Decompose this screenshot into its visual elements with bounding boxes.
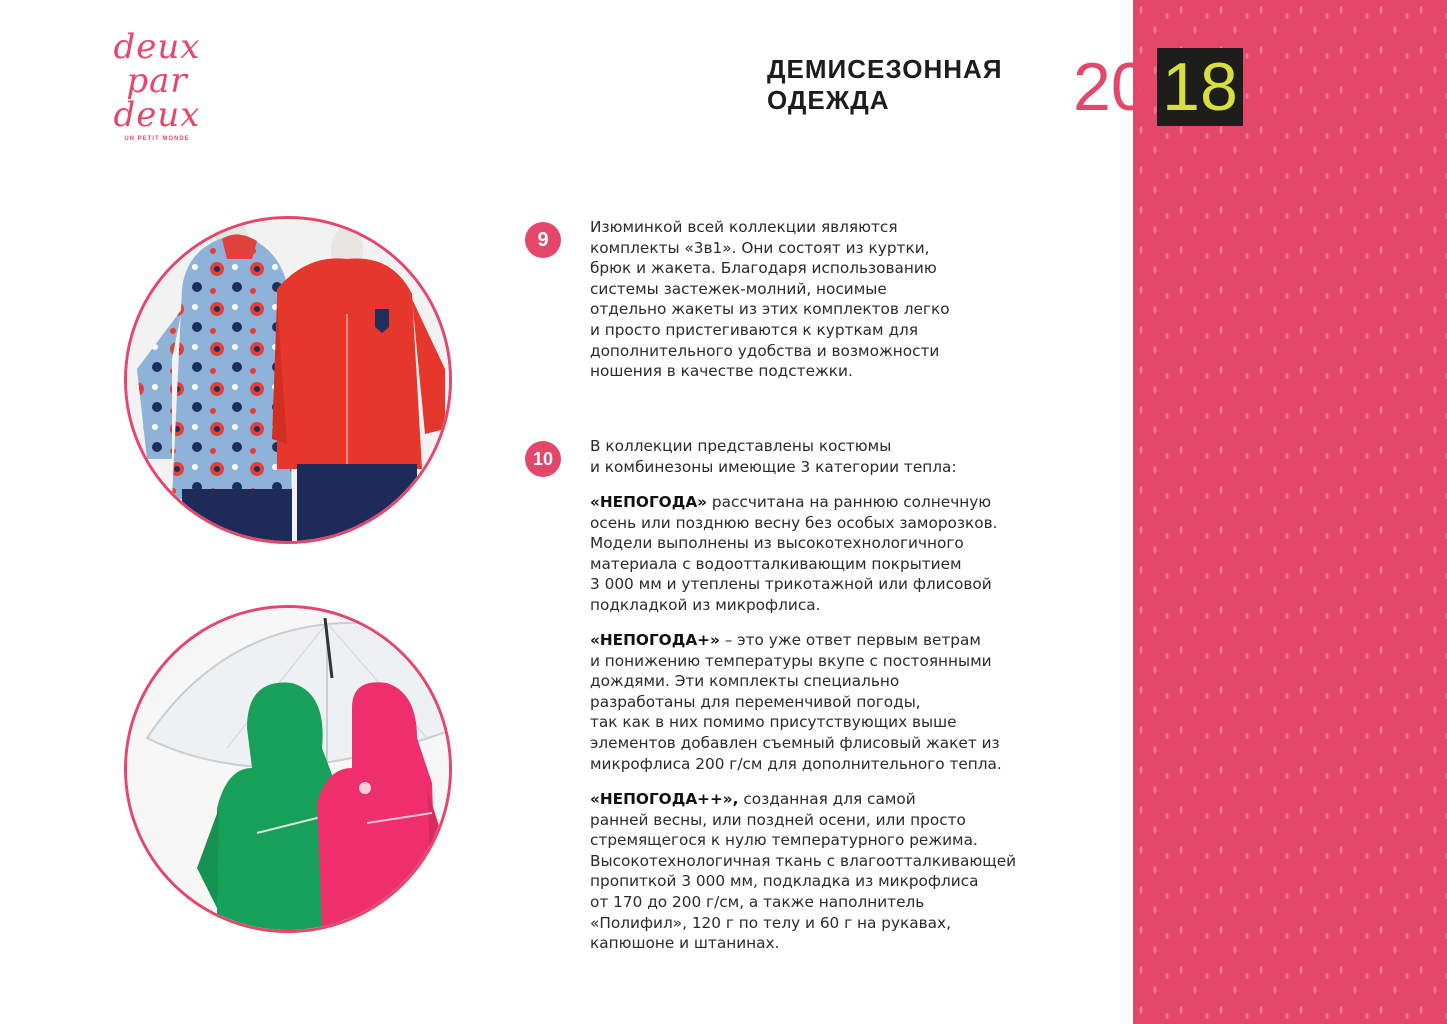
photo-jacket-set (124, 216, 452, 544)
year-part-2: 18 (1157, 48, 1243, 126)
section-9-text: Изюминкой всей коллекции являются комплекты «3в1». Они состоят из куртки, брюк и жакета. Благодаря использованию системы застежек-молний, носимые отдельно жакеты из этих комплектов легко и просто пристегиваются к курткам для дополнительного удобства и возможности ношения в качестве подстежки. (590, 218, 950, 381)
logo-tagline: UN PETIT MONDE (124, 136, 190, 142)
category-nepogoda-plus (590, 630, 1030, 774)
photo-raincoats-umbrella (124, 605, 452, 933)
jacket-set-illustration (127, 219, 449, 541)
decorative-side-band (1133, 0, 1447, 1024)
logo-line-1: deux (113, 27, 201, 67)
category-nepogoda-plus-plus (590, 789, 1030, 954)
category-description: – это уже ответ первым ветрам и понижению температуры вкупе с постоянными дождями. Эти комплекты специально разработаны для переменчивой погоды, так как в них помимо присутствующих выше элементов добавлен съемный флисовый жакет из микрофлиса 200 г/см для дополнительного тепла. (590, 631, 1002, 773)
section-10-intro: В коллекции представлены костюмы и комбинезоны имеющие 3 категории тепла: (590, 437, 957, 476)
raincoats-illustration (127, 608, 449, 930)
category-name: «НЕПОГОДА+» (590, 631, 720, 649)
section-number-badge: 10 (525, 441, 561, 477)
title-line-1: ДЕМИСЕЗОННАЯ (767, 54, 1003, 84)
year-part-1: 20 (1073, 49, 1149, 125)
brand-logo (92, 27, 222, 150)
category-nepogoda (590, 492, 1030, 616)
category-name: «НЕПОГОДА» (590, 493, 708, 511)
category-name: «НЕПОГОДА++», (590, 790, 739, 808)
page-title (767, 54, 1067, 116)
logo-line-2: par (126, 61, 188, 101)
category-description: созданная для самой ранней весны, или поздней осени, или просто стремящегося к нулю температурного режима. Высокотехнологичная ткань с влагоотталкивающей пропиткой 3 000 мм, подкладка из микрофлиса от 170 до 200 г/см, а также наполнитель «Полифил», 120 г по телу и 60 г на рукавах, капюшоне и штанинах. (590, 790, 1017, 953)
section-number-badge: 9 (525, 222, 561, 258)
logo-line-3: deux (113, 95, 201, 135)
title-line-2: ОДЕЖДА (767, 85, 890, 115)
category-description: рассчитана на раннюю солнечную осень или позднюю весну без особых заморозков. Модели выполнены из высокотехнологичного материала с водоотталкивающим покрытием 3 000 мм и утеплены трикотажной или флисовой подкладкой из микрофлиса. (590, 493, 998, 614)
